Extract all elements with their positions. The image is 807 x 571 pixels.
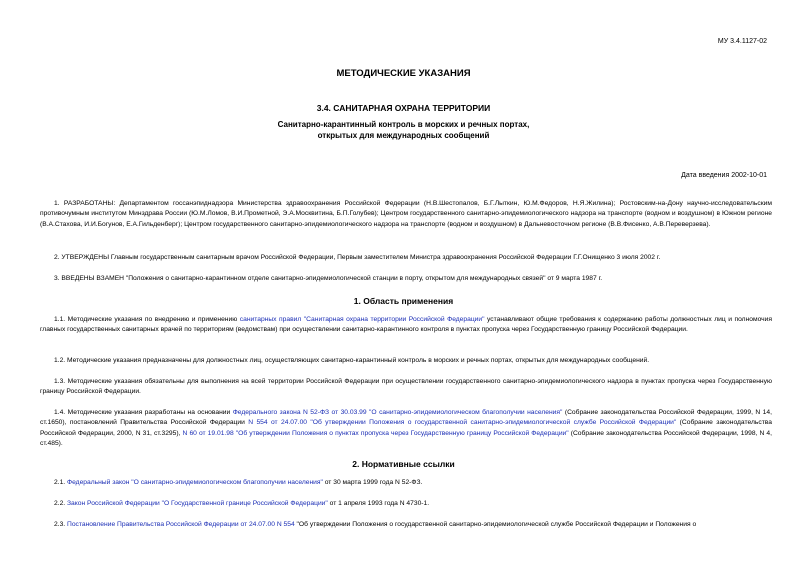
subtitle-line-1: Санитарно-карантинный контроль в морских и речных портах, — [277, 120, 530, 129]
paragraph-1-4-text-c: (Собрание законодательства Российской Федерации, 2000, N 31, ст.3295), — [40, 419, 772, 437]
paragraph-approved: 2. УТВЕРЖДЕНЫ Главным государственным санитарным врачом Российской Федерации, Первым заместителем Министра здравоохранения Российской Федерации Г.Г.Онищенко 3 июля 2002 г. — [54, 254, 661, 261]
paragraph-2-1 — [40, 478, 772, 488]
heading-normative-references: 2. Нормативные ссылки — [352, 459, 455, 469]
link-resolution-60[interactable]: N 60 от 19.01.98 "Об утверждении Положения о пунктах пропуска через Государственную границу Российской Федерации" — [182, 429, 569, 437]
paragraph-1-4-text-a: 1.4. Методические указания разработаны на основании — [54, 409, 233, 416]
section-title: 3.4. САНИТАРНАЯ ОХРАНА ТЕРРИТОРИИ — [316, 103, 491, 113]
link-law-state-border[interactable]: Закон Российской Федерации "О Государственной границе Российской Федерации" — [67, 500, 328, 507]
paragraph-2-3-text: "Об утверждении Положения о государственной санитарно-эпидемиологической службе Российской Федерации и Положения о — [294, 521, 697, 528]
paragraph-1-4 — [40, 408, 772, 449]
paragraph-2-3 — [40, 520, 772, 530]
paragraph-2-1-text: от 30 марта 1999 года N 52-ФЗ. — [322, 479, 423, 486]
paragraph-1-4-text-b: (Собрание законодательства Российской Федерации, 1999, N 14, ст.1650), постановлений Правительства Российской Федерации — [40, 409, 772, 427]
paragraph-1-1-text-a: 1.1. Методические указания по внедрению и применению — [54, 316, 240, 323]
link-resolution-554[interactable]: N 554 от 24.07.00 "Об утверждении Положения о государственной санитарно-эпидемиологической службе Российской Федерации" — [248, 419, 677, 427]
link-resolution-554-ref[interactable]: Постановление Правительства Российской Федерации от 24.07.00 N 554 — [67, 521, 295, 528]
paragraph-1-3: 1.3. Методические указания обязательны для выполнения на всей территории Российской Федерации при осуществлении государственного санитарно-эпидемиологического надзора в пунктах пропуска через Государственную границу Российской Федерации. — [40, 378, 772, 396]
link-federal-law-52[interactable]: Федерального закона N 52-ФЗ от 30.03.99 "О санитарно-эпидемиологическом благополучии населения" — [232, 409, 563, 416]
document-subtitle — [0, 120, 807, 141]
paragraph-replaces: 3. ВВЕДЕНЫ ВЗАМЕН "Положения о санитарно-карантинном отделе санитарно-эпидемиологической станции в порту, открытом для международных связей" от 9 марта 1987 г. — [54, 275, 603, 282]
paragraph-2-2 — [40, 499, 772, 509]
link-federal-law-sanitary[interactable]: Федеральный закон "О санитарно-эпидемиологическом благополучии населения" — [67, 479, 323, 486]
paragraph-2-1-number: 2.1. — [54, 479, 68, 486]
paragraph-2-3-number: 2.3. — [54, 521, 68, 528]
document-code: МУ 3.4.1127-02 — [717, 38, 767, 45]
heading-scope: 1. Область применения — [353, 296, 454, 306]
paragraph-1-1-text-b: устанавливают общие требования к содержанию работы должностных лиц и полномочия главных государственных санитарных врачей по территориям (ведомствам) при осуществлении санитарно-карантинного контроля в пунктах пропуска через Государственную границу Российской Федерации. — [40, 316, 773, 334]
paragraph-2-2-number: 2.2. — [54, 500, 68, 507]
paragraph-1-2: 1.2. Методические указания предназначены для должностных лиц, осуществляющих санитарно-карантинный контроль в морских и речных портах, открытых для международных сообщений. — [54, 357, 650, 364]
link-sanitary-rules[interactable]: санитарных правил "Санитарная охрана территории Российской Федерации" — [239, 316, 485, 323]
document-title: МЕТОДИЧЕСКИЕ УКАЗАНИЯ — [336, 68, 471, 79]
paragraph-1-1 — [40, 315, 772, 336]
intro-date: Дата введения 2002-10-01 — [681, 172, 767, 179]
paragraph-2-2-text: от 1 апреля 1993 года N 4730-1. — [327, 500, 430, 507]
subtitle-line-2: открытых для международных сообщений — [317, 130, 490, 140]
paragraph-developed-by: 1. РАЗРАБОТАНЫ: Департаментом госсанэпиднадзора Министерства здравоохранения Российской Федерации (Н.В.Шестопалов, Б.Г.Лыткин, Ю.М.Федоров, Н.Я.Жилина); Ростовским-на-Дону научно-исследовательским противочумным институтом Минздрава России (Ю.М.Ломов, В.И.Прометной, Э.А.Москвитина, Б.П.Голубев); Центром государственного санитарно-эпидемиологического надзора на транспорте (водном и воздушном) в Южном регионе (В.А.Стахова, И.И.Богунов, Е.А.Гильденберг); Центром государственного санитарно-эпидемиологического надзора на транспорте (водном и воздушном) в Дальневосточном регионе (В.В.Фисенко, А.В.Переверзева). — [40, 200, 772, 228]
paragraph-1-4-text-d: (Собрание законодательства Российской Федерации, 1998, N 4, ст.485). — [40, 429, 772, 447]
